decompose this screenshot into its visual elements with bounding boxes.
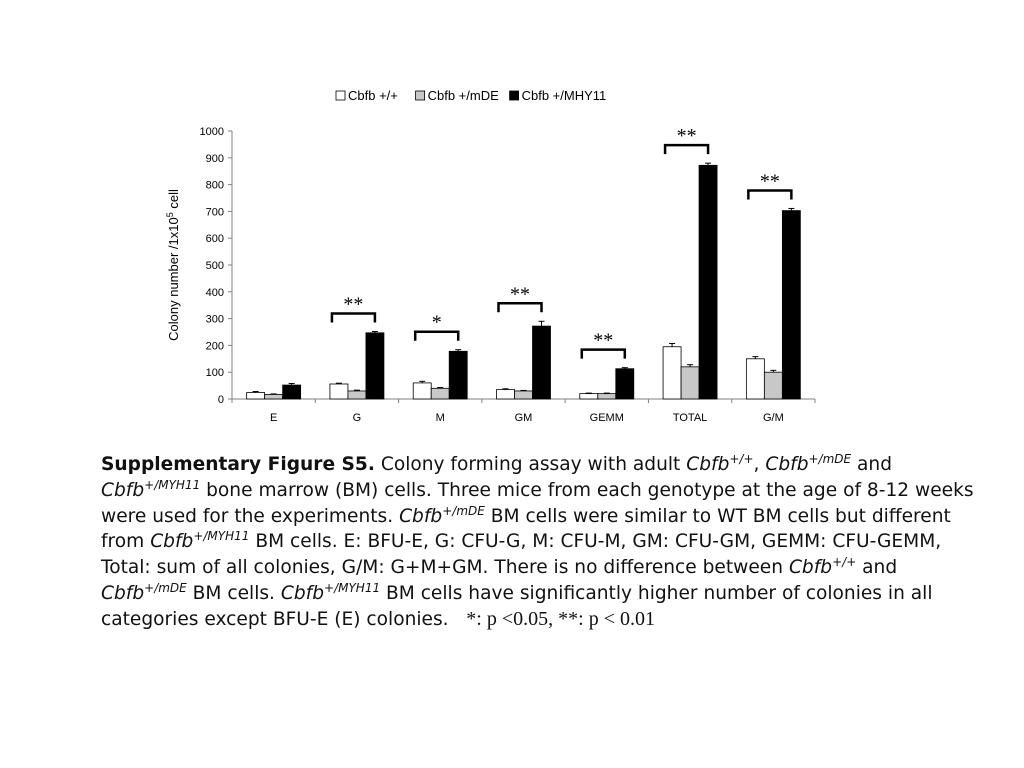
caption-text: BM cells have significantly higher number of colonies in all categories except BFU-E (E) colonies. — [101, 582, 933, 630]
caption-text: and — [856, 557, 898, 579]
bar — [413, 383, 431, 399]
x-tick-label: M — [435, 412, 445, 424]
x-tick-label: GEMM — [589, 412, 624, 424]
y-tick-label: 400 — [205, 286, 224, 299]
legend-swatch — [510, 91, 519, 100]
genotype-myh11: Cbfb — [150, 531, 194, 553]
bar — [247, 393, 265, 399]
bar — [663, 347, 681, 399]
bar — [366, 333, 384, 399]
bar — [580, 394, 598, 399]
y-tick-label: 300 — [205, 313, 224, 326]
bar — [533, 326, 551, 399]
genotype-mde: Cbfb — [101, 582, 145, 604]
genotype-myh11-sup: +/MYH11 — [193, 529, 250, 544]
bar — [746, 359, 764, 399]
x-tick-label: E — [269, 412, 278, 424]
legend-label: Cbfb +/+ — [348, 88, 398, 103]
y-tick-label: 600 — [205, 233, 224, 246]
legend-label: Cbfb +/MHY11 — [521, 88, 607, 103]
figure-caption — [101, 452, 981, 633]
x-tick-label: TOTAL — [672, 412, 708, 424]
genotype-mde-sup: +/mDE — [144, 580, 187, 595]
genotype-myh11: Cbfb — [280, 582, 325, 604]
y-axis-label: Colony number $/1x10^5$ cell — [165, 189, 181, 341]
genotype-wt: Cbfb — [788, 557, 833, 579]
bar — [431, 388, 449, 399]
caption-and: and — [851, 454, 893, 475]
bar — [782, 211, 800, 399]
y-tick-label: 0 — [217, 394, 224, 406]
significance-label: ** — [510, 283, 530, 306]
bar — [497, 390, 515, 399]
caption-text: Colony forming assay with adult — [374, 454, 687, 475]
legend-swatch — [336, 91, 345, 100]
bar — [283, 385, 301, 399]
y-tick-label: 800 — [205, 179, 224, 192]
caption-text: BM cells. — [186, 582, 281, 604]
x-tick-label: G — [352, 412, 362, 424]
caption-comma: , — [753, 454, 766, 475]
bar — [616, 369, 634, 399]
genotype-myh11-sup: +/MYH11 — [324, 580, 381, 595]
bar — [265, 394, 283, 399]
p-value-legend: *: p <0.05, **: p < 0.01 — [466, 607, 655, 630]
significance-label: * — [431, 311, 442, 334]
significance-label: ** — [759, 170, 780, 193]
significance-label: ** — [676, 125, 697, 148]
y-tick-label: 200 — [205, 340, 224, 353]
genotype-myh11-sup: +/MYH11 — [144, 477, 201, 492]
genotype-mde: Cbfb — [399, 505, 443, 527]
bar — [764, 372, 782, 399]
x-tick-label: G/M — [762, 412, 784, 424]
bar — [330, 384, 348, 399]
genotype-mde-sup: +/mDE — [808, 451, 852, 466]
bar — [681, 367, 699, 399]
bar — [449, 351, 467, 399]
legend-swatch — [416, 91, 425, 100]
genotype-wt-sup: +/+ — [729, 451, 754, 466]
y-tick-label: 700 — [205, 206, 224, 219]
genotype-mde: Cbfb — [765, 454, 809, 475]
y-tick-label: 900 — [205, 152, 224, 165]
bar — [348, 391, 366, 399]
genotype-myh11: Cbfb — [101, 479, 145, 501]
genotype-wt: Cbfb — [686, 454, 730, 475]
caption-title: Supplementary Figure S5. — [101, 454, 375, 475]
y-tick-label: 500 — [205, 260, 224, 272]
bar — [699, 165, 717, 399]
bar — [515, 391, 533, 399]
caption-text: bone marrow (BM) cells. Three mice from each genotype at the age of 8-12 weeks were used for the experiments. — [101, 479, 974, 527]
caption-text: BM cells were similar to WT BM cells but different from — [101, 505, 951, 553]
genotype-wt-sup: +/+ — [832, 555, 857, 569]
genotype-mde-sup: +/mDE — [442, 503, 485, 518]
significance-label: ** — [343, 293, 364, 316]
significance-label: ** — [593, 329, 614, 352]
caption-text: BM cells. E: BFU-E, G: CFU-G, M: CFU-M, GM: CFU-GM, GEMM: CFU-GEMM, Total: sum of all colonies, G/M: G+M+GM. There is no difference between — [101, 531, 942, 579]
y-tick-label: 1000 — [199, 126, 224, 138]
y-tick-label: 100 — [205, 367, 224, 380]
bar — [598, 394, 616, 399]
legend-label: Cbfb +/mDE — [427, 88, 499, 103]
x-tick-label: GM — [514, 412, 533, 424]
